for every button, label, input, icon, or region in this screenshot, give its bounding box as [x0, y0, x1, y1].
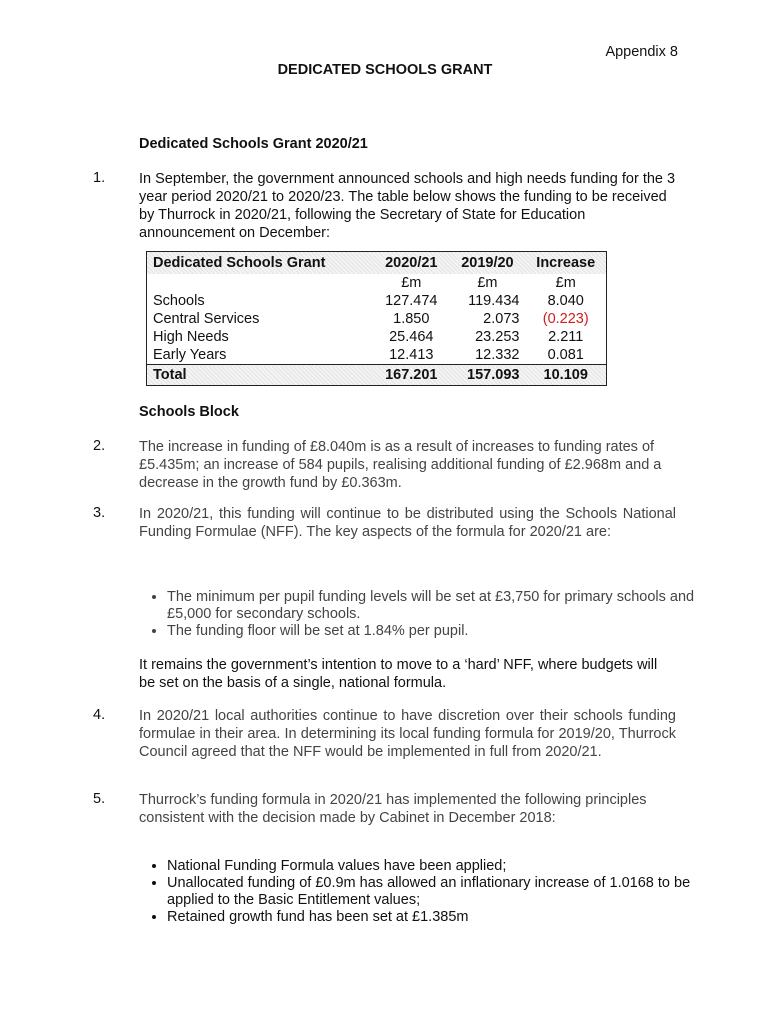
table-row: [147, 328, 607, 346]
table-units-row: [147, 274, 607, 292]
list-item: • Retained growth fund has been set at £1.385m: [167, 909, 704, 926]
formula-principles-list: [139, 858, 704, 926]
table-total-row: [147, 365, 607, 386]
row-2020: 12.413: [389, 347, 434, 363]
row-label: Early Years: [153, 347, 227, 363]
table-row: [147, 292, 607, 310]
row-2020: 127.474: [385, 293, 438, 309]
paragraph-1: In September, the government announced schools and high needs funding for the 3 year period 2020/21 to 2020/23. The table below shows the funding to be received by Thurrock in 2020/21, following the Secretary of State for Education announcement on December:: [139, 171, 676, 241]
units-increase: £m: [555, 275, 576, 291]
row-label: High Needs: [153, 329, 229, 345]
paragraph-4: In 2020/21 local authorities continue to have discretion over their schools funding formulae in their area. In determining its local funding formula for 2019/20, Thurrock Council agreed that the NFF would be implemented in full from 2020/21.: [139, 708, 676, 760]
table-header-label: Dedicated Schools Grant: [153, 255, 326, 271]
row-label: Central Services: [153, 311, 260, 327]
paragraph-number-2: 2.: [93, 438, 106, 454]
units-2019: £m: [477, 275, 498, 291]
nff-intention-note: It remains the government’s intention to move to a ‘hard’ NFF, where budgets will be set on the basis of a single, national formula.: [139, 657, 658, 691]
row-2019: 23.253: [475, 329, 520, 345]
row-increase-negative: (0.223): [542, 311, 589, 327]
total-2020: 167.201: [385, 367, 438, 383]
table-row: [147, 310, 607, 328]
funding-table: [146, 251, 607, 386]
list-item: • The minimum per pupil funding levels will be set at £3,750 for primary schools and £5,000 for secondary schools.: [167, 589, 704, 623]
units-2020: £m: [401, 275, 422, 291]
total-increase: 10.109: [543, 367, 588, 383]
paragraph-number-1: 1.: [93, 170, 106, 186]
row-label: Schools: [153, 293, 205, 309]
units-label: [147, 274, 374, 292]
row-2019: 119.434: [468, 293, 520, 309]
paragraph-number-4: 4.: [93, 707, 106, 723]
paragraph-2: The increase in funding of £8.040m is as a result of increases to funding rates of £5.435m; an increase of 584 pupils, realising additional funding of £2.968m and a decrease in the growth fund by £0.363m.: [139, 439, 662, 491]
document-title: DEDICATED SCHOOLS GRANT: [277, 62, 493, 78]
paragraph-3: In 2020/21, this funding will continue to be distributed using the Schools National Funding Formulae (NFF). The key aspects of the formula for 2020/21 are:: [139, 506, 676, 540]
row-increase: 0.081: [547, 347, 584, 363]
appendix-label: Appendix 8: [605, 44, 678, 60]
list-item: • Unallocated funding of £0.9m has allowed an inflationary increase of 1.0168 to be applied to the Basic Entitlement values;: [167, 875, 704, 909]
table-header-increase: Increase: [536, 255, 596, 271]
paragraph-5: Thurrock’s funding formula in 2020/21 has implemented the following principles consistent with the decision made by Cabinet in December 2018:: [139, 792, 647, 826]
row-2019: 12.332: [475, 347, 520, 363]
total-label: Total: [153, 367, 187, 383]
table-header-row: [147, 252, 607, 275]
row-increase: 2.211: [548, 329, 584, 345]
row-increase: 8.040: [547, 293, 584, 309]
total-2019: 157.093: [467, 367, 520, 383]
table-header-2020: 2020/21: [385, 255, 438, 271]
list-item: • National Funding Formula values have been applied;: [167, 858, 704, 875]
table-row: [147, 346, 607, 365]
formula-aspects-list: [139, 589, 704, 640]
table-header-2019: 2019/20: [461, 255, 514, 271]
section-heading-schools-block: Schools Block: [139, 404, 239, 420]
paragraph-number-5: 5.: [93, 791, 106, 807]
row-2019: 2.073: [483, 311, 520, 327]
section-heading-dsg: Dedicated Schools Grant 2020/21: [139, 136, 368, 152]
row-2020: 25.464: [389, 329, 434, 345]
list-item: • The funding floor will be set at 1.84% per pupil.: [167, 623, 704, 640]
paragraph-number-3: 3.: [93, 505, 106, 521]
row-2020: 1.850: [393, 311, 430, 327]
